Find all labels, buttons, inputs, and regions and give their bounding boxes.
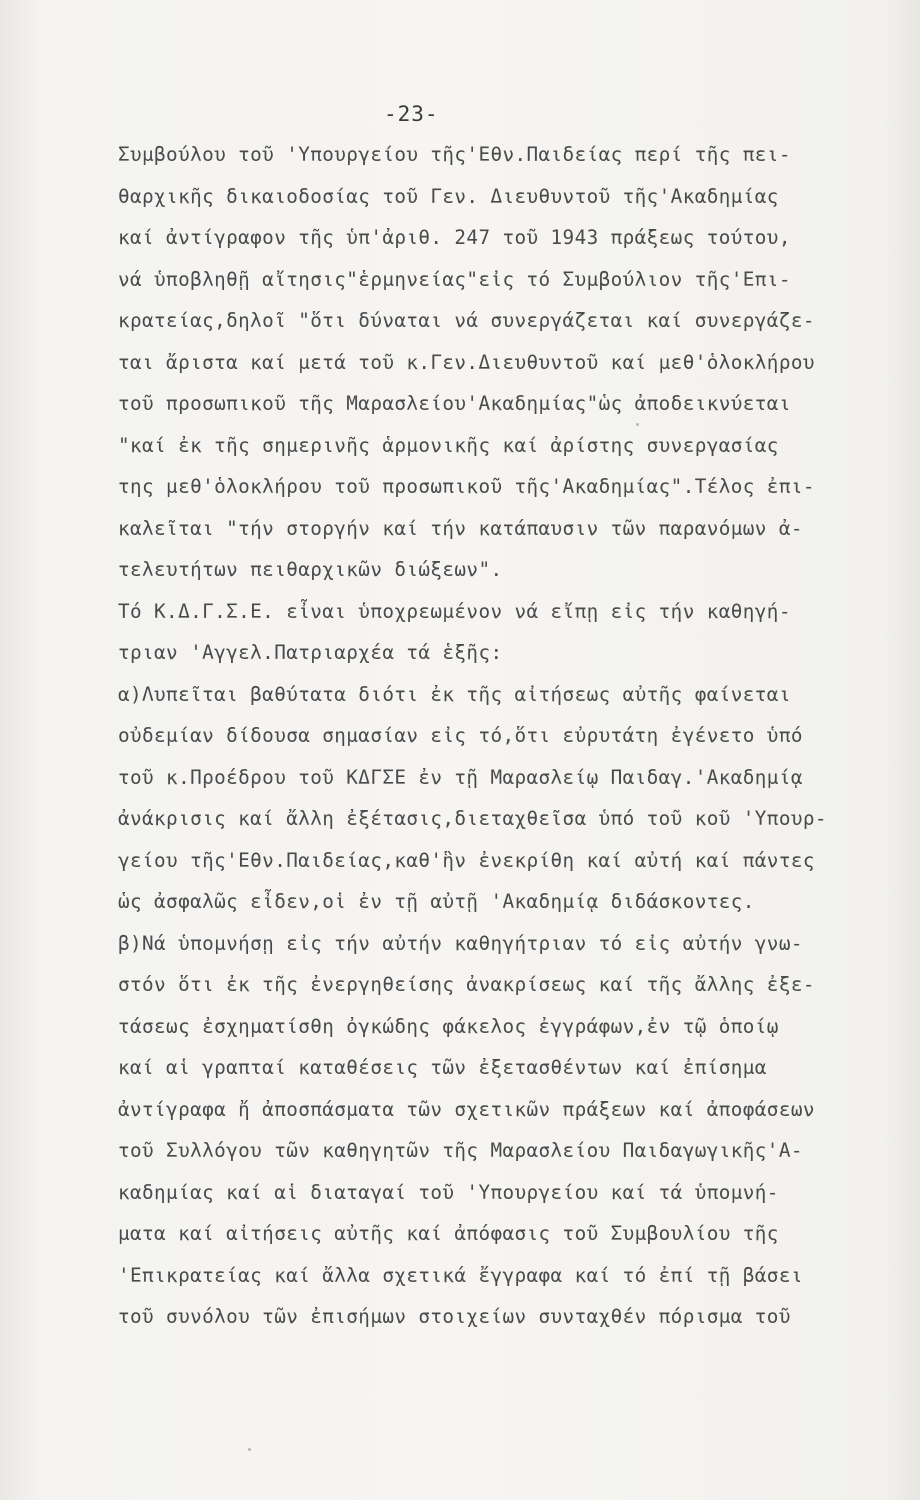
text-line: τοῦ προσωπικοῦ τῆς Μαρασλείου'Ακαδημίας"ὡς ἀποδεικνύεται [118,392,791,415]
scan-speck [248,1448,251,1451]
text-line: ται ἄριστα καί μετά τοῦ κ.Γεν.Διευθυντοῦ καί μεθ'ὁλοκλήρου [118,350,815,374]
text-line: καλεῖται "τήν στοργήν καί τήν κατάπαυσιν τῶν παρανόμων ἀ- [118,516,803,540]
text-line: της μεθ'ὁλοκλήρου τοῦ προσωπικοῦ τῆς'Ακαδημίας".Τέλος ἐπι- [118,475,815,498]
text-line: νά ὑποβληθῇ αἴτησις"ἑρμηνείας"εἰς τό Συμβούλιον τῆς'Επι- [118,267,791,291]
text-line: κρατείας,δηλοῖ "ὅτι δύναται νά συνεργάζεται καί συνεργάζε- [118,309,815,332]
text-line: καί ἀντίγραφον τῆς ὑπ'ἀριθ. 247 τοῦ 1943 πράξεως τούτου, [118,226,791,249]
text-line: ἀνάκρισις καί ἄλλη ἐξέτασις,διεταχθεῖσα ὑπό τοῦ κοῦ 'Υπουρ- [118,807,827,830]
text-line: Συμβούλου τοῦ 'Υπουργείου τῆς'Εθν.Παιδείας περί τῆς πει- [118,143,791,166]
text-line: 'Επικρατείας καί ἄλλα σχετικά ἔγγραφα καί τό ἐπί τῇ βάσει [118,1263,803,1287]
text-line: ματα καί αἰτήσεις αὐτῆς καί ἀπόφασις τοῦ Συμβουλίου τῆς [118,1222,779,1245]
text-line: θαρχικῆς δικαιοδοσίας τοῦ Γεν. Διευθυντοῦ τῆς'Ακαδημίας [118,184,779,208]
text-line: ὡς ἀσφαλῶς εἶδεν,οἱ ἐν τῇ αὐτῇ 'Ακαδημίᾳ διδάσκοντες. [118,890,755,913]
text-line: τοῦ Συλλόγου τῶν καθηγητῶν τῆς Μαρασλείου Παιδαγωγικῆς'Α- [118,1139,803,1162]
text-line: οὐδεμίαν δίδουσα σημασίαν εἰς τό,ὅτι εὐρυτάτη ἐγένετο ὑπό [118,724,803,747]
text-line: στόν ὅτι ἐκ τῆς ἐνεργηθείσης ἀνακρίσεως καί τῆς ἄλλης ἐξε- [118,973,815,996]
text-line: καί αἱ γραπταί καταθέσεις τῶν ἐξετασθέντων καί ἐπίσημα [118,1056,767,1079]
scan-speck [636,423,639,426]
text-line: τριαν 'Αγγελ.Πατριαρχέα τά ἑξῆς: [118,641,503,664]
text-line: "καί ἐκ τῆς σημερινῆς ἁρμονικῆς καί ἀρίστης συνεργασίας [118,433,779,457]
text-line: τοῦ συνόλου τῶν ἐπισήμων στοιχείων συνταχθέν πόρισμα τοῦ [118,1305,791,1328]
text-line: Τό Κ.Δ.Γ.Σ.Ε. εἶναι ὑποχρεωμένον νά εἴπῃ εἰς τήν καθηγή- [118,599,791,623]
text-line: τάσεως ἐσχηματίσθη ὀγκώδης φάκελος ἐγγράφων,ἐν τῷ ὁποίῳ [118,1014,779,1038]
text-line: τελευτήτων πειθαρχικῶν διώξεων". [118,558,503,581]
text-line: καδημίας καί αἱ διαταγαί τοῦ 'Υπουργείου καί τά ὑπομνή- [118,1180,779,1204]
text-line: γείου τῆς'Εθν.Παιδείας,καθ'ἣν ἐνεκρίθη καί αὐτή καί πάντες [118,848,815,872]
text-line: τοῦ κ.Προέδρου τοῦ ΚΔΓΣΕ ἐν τῇ Μαρασλείῳ Παιδαγ.'Ακαδημίᾳ [118,765,803,789]
text-line: ἀντίγραφα ἤ ἀποσπάσματα τῶν σχετικῶν πράξεων καί ἀποφάσεων [118,1097,815,1121]
text-line: β)Νά ὑπομνήσῃ εἰς τήν αὐτήν καθηγήτριαν τό εἰς αὐτήν γνω- [118,931,803,955]
text-line: α)Λυπεῖται βαθύτατα διότι ἐκ τῆς αἰτήσεως αὐτῆς φαίνεται [118,682,791,706]
typed-text-body [118,134,898,1338]
page-number: -23- [384,102,439,126]
